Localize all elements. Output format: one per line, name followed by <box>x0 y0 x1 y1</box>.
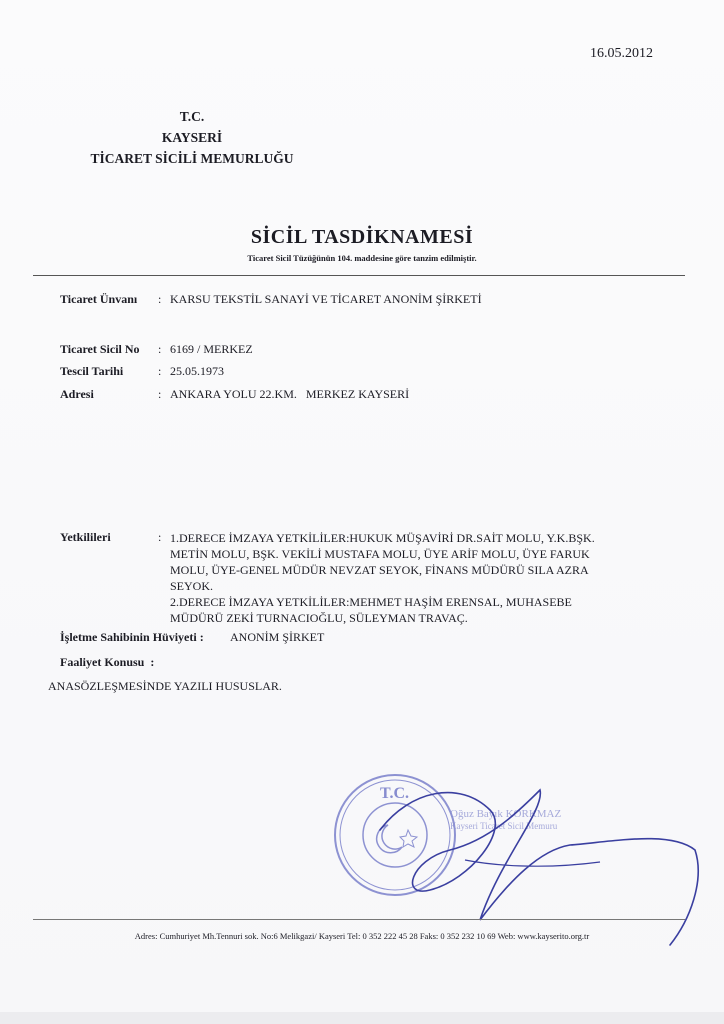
yetkilileri-line: SEYOK. <box>170 579 214 593</box>
yetkilileri-value <box>170 530 680 626</box>
stamp-officer-name: Oğuz Bayık KORKMAZ <box>450 808 562 820</box>
header-divider <box>33 275 685 276</box>
handwritten-signature <box>370 770 710 950</box>
footer-divider <box>33 919 685 920</box>
huviyet-label: İşletme Sahibinin Hüviyeti : <box>60 630 204 644</box>
faaliyet-label: Faaliyet Konusu : <box>60 655 155 669</box>
footer-contact: Adres: Cumhuriyet Mh.Tennuri sok. No:6 Melikgazi/ Kayseri Tel: 0 352 222 45 28 Faks: 0 352 232 10 69 Web: www.kayserito.org.tr <box>134 931 590 941</box>
tescil-tarihi-label: Tescil Tarihi <box>60 364 124 378</box>
yetkilileri-line: MÜDÜRÜ ZEKİ TURNACIOĞLU, SÜLEYMAN TRAVAÇ. <box>170 611 468 625</box>
unvan-label: Ticaret Ünvanı <box>60 292 138 306</box>
yetkilileri-line: 2.DERECE İMZAYA YETKİLİLER:MEHMET HAŞİM ERENSAL, MUHASEBE <box>170 595 572 609</box>
sicil-no-value: 6169 / MERKEZ <box>170 342 253 356</box>
unvan-colon: : <box>158 292 162 306</box>
document-subtitle: Ticaret Sicil Tüzüğünün 104. maddesine göre tanzim edilmiştir. <box>247 253 477 263</box>
document-date: 16.05.2012 <box>590 46 653 61</box>
page-edge <box>0 1012 724 1024</box>
faaliyet-value: ANASÖZLEŞMESİNDE YAZILI HUSUSLAR. <box>48 679 282 693</box>
issuing-authority <box>80 106 304 169</box>
yetkilileri-colon: : <box>158 530 162 544</box>
authority-line-office: TİCARET SİCİLİ MEMURLUĞU <box>90 151 294 166</box>
tescil-tarihi-colon: : <box>158 364 162 378</box>
authority-line-tc: T.C. <box>179 109 205 124</box>
huviyet-value: ANONİM ŞİRKET <box>230 630 325 644</box>
document-title: SİCİL TASDİKNAMESİ <box>250 226 474 248</box>
yetkilileri-line: 1.DERECE İMZAYA YETKİLİLER:HUKUK MÜŞAVİRİ DR.SAİT MOLU, Y.K.BŞK. <box>170 531 595 545</box>
authority-line-city: KAYSERİ <box>161 130 223 145</box>
yetkilileri-line: MOLU, ÜYE-GENEL MÜDÜR NEVZAT SEYOK, FİNANS MÜDÜRÜ SILA AZRA <box>170 563 589 577</box>
sicil-no-colon: : <box>158 342 162 356</box>
yetkilileri-label: Yetkilileri <box>60 530 111 544</box>
seal-text: T.C. <box>380 785 410 802</box>
yetkilileri-line: METİN MOLU, BŞK. VEKİLİ MUSTAFA MOLU, ÜYE ARİF MOLU, ÜYE FARUK <box>170 547 590 561</box>
unvan-value: KARSU TEKSTİL SANAYİ VE TİCARET ANONİM ŞİRKETİ <box>170 292 482 306</box>
adres-colon: : <box>158 387 162 401</box>
adres-value: ANKARA YOLU 22.KM. MERKEZ KAYSERİ <box>170 387 410 401</box>
adres-label: Adresi <box>60 387 94 401</box>
tescil-tarihi-value: 25.05.1973 <box>170 364 224 378</box>
stamp-officer-title: Kayseri Ticaret Sicil Memuru <box>450 821 558 831</box>
sicil-no-label: Ticaret Sicil No <box>60 342 140 356</box>
